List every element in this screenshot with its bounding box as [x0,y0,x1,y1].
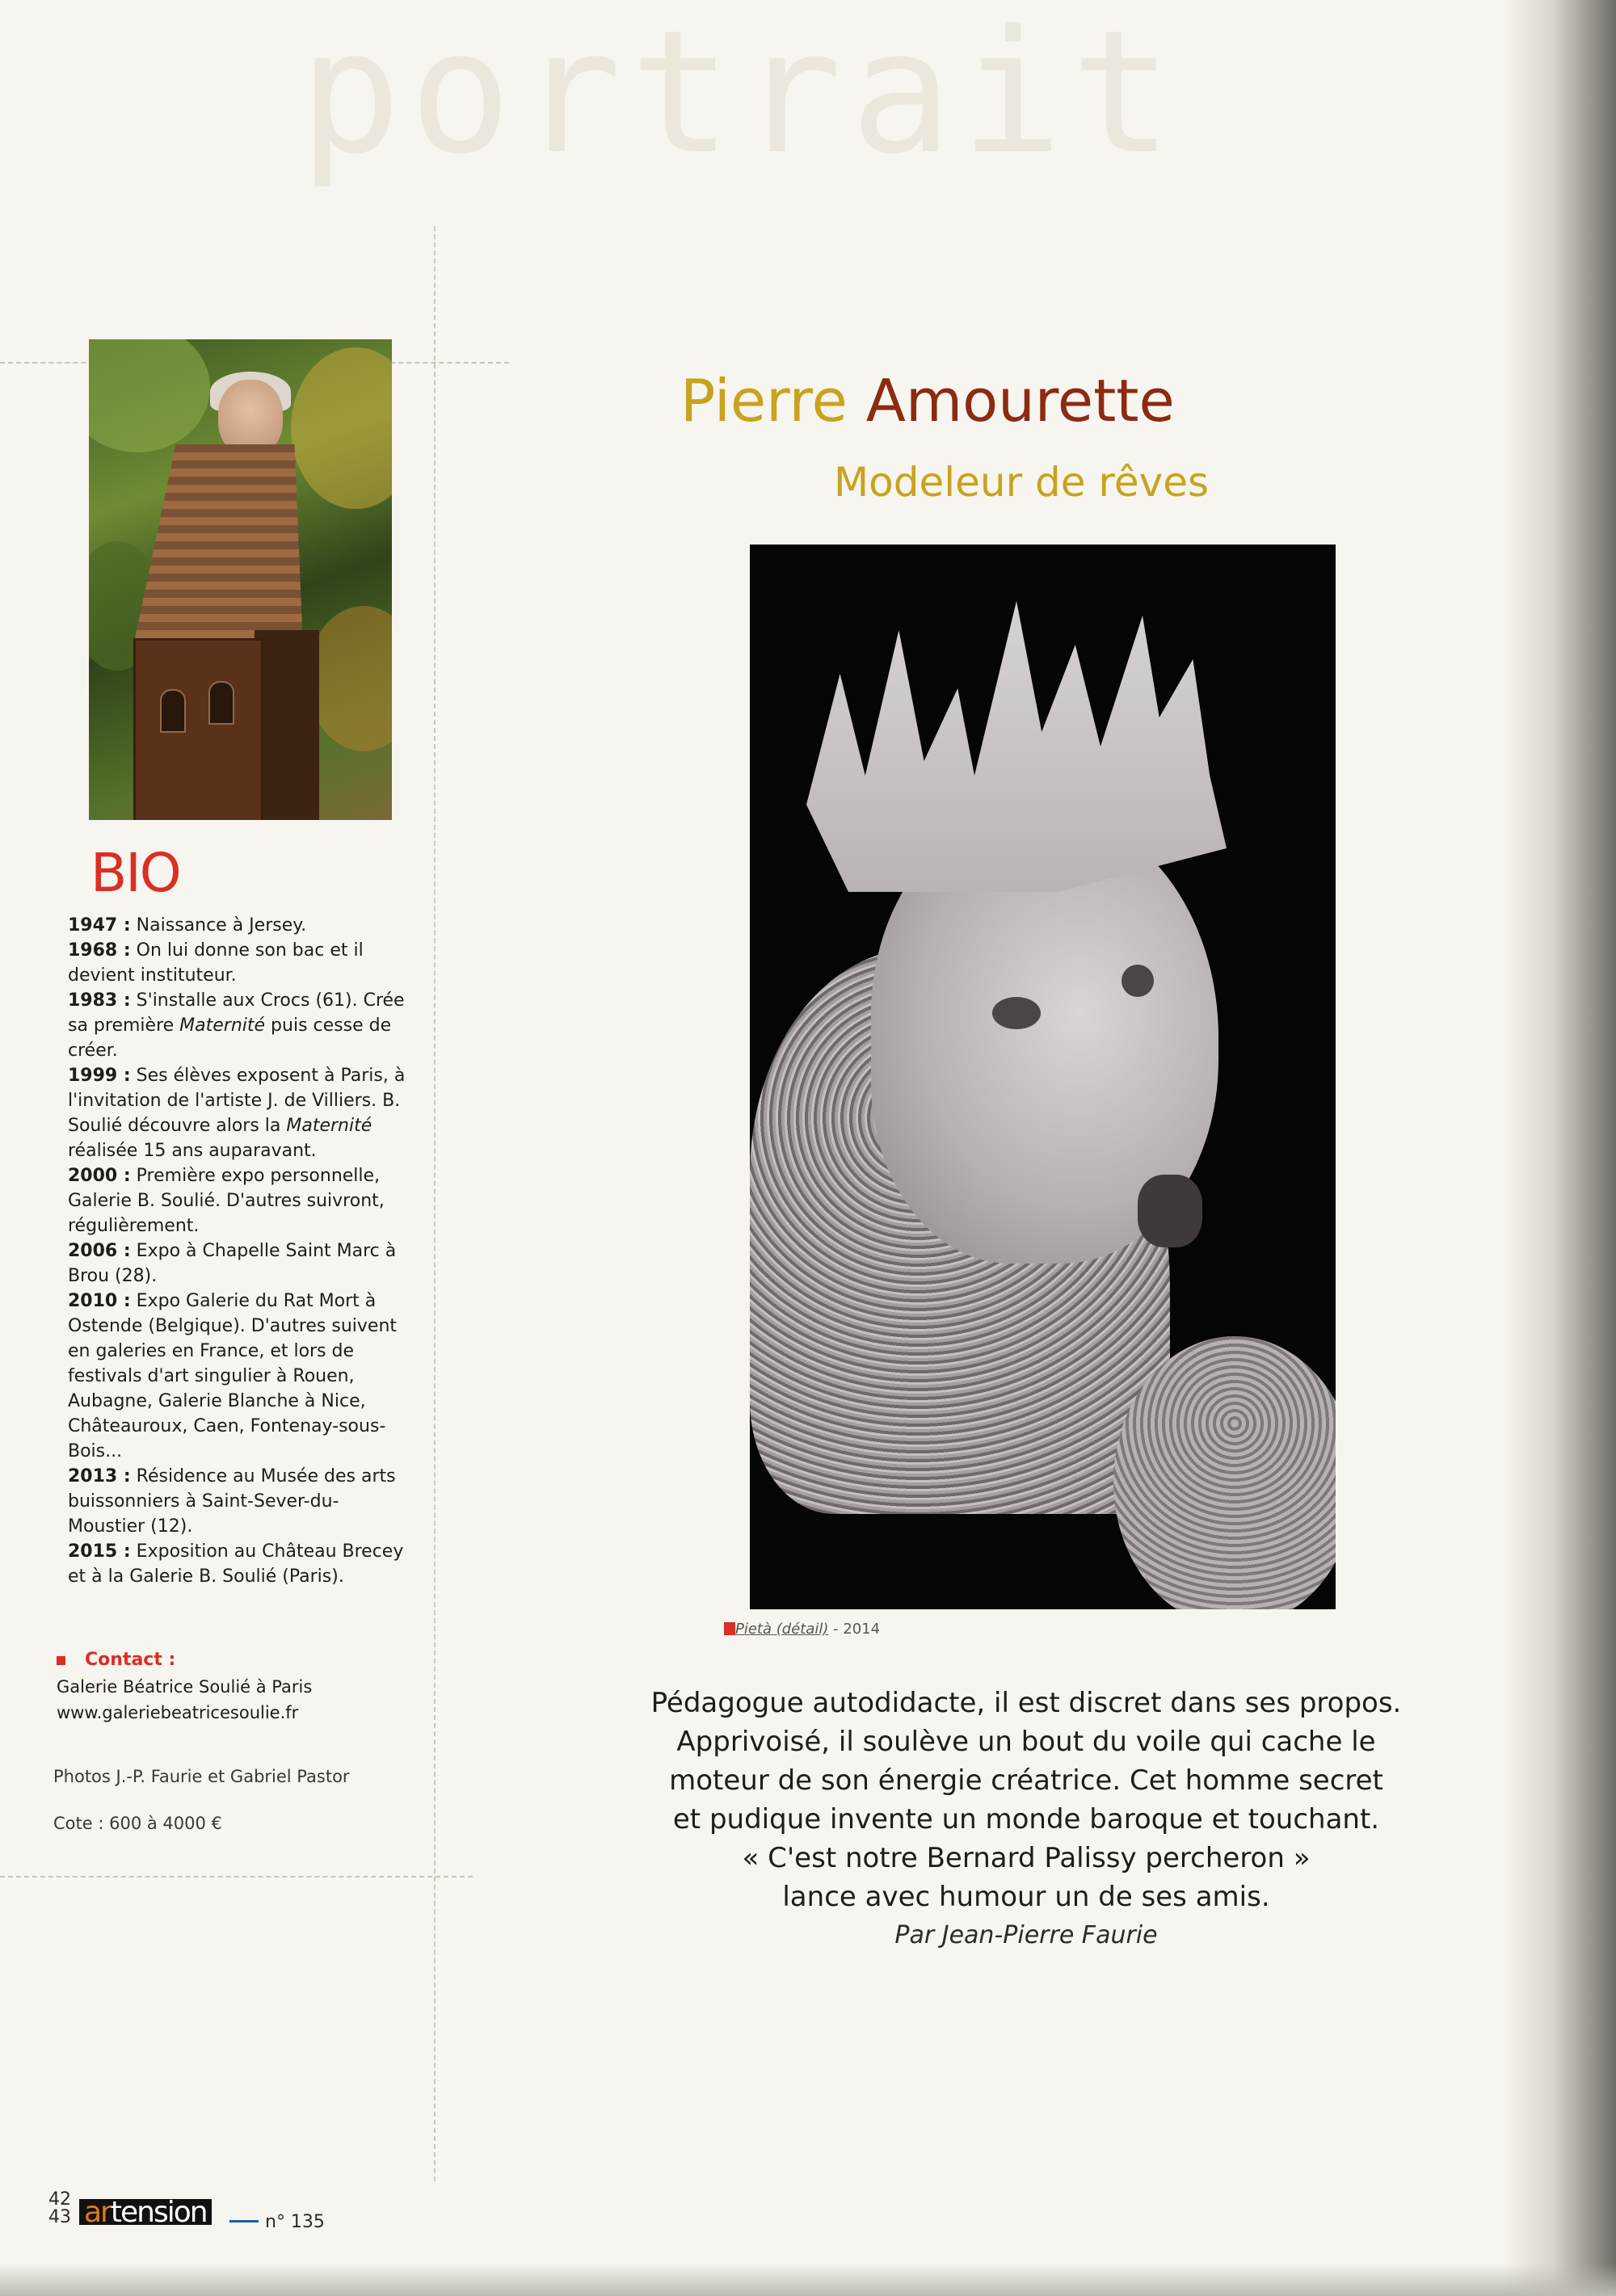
logo-underline [229,2220,259,2222]
bio-entry: 2006 : Expo à Chapelle Saint Marc à Brou (28). [68,1241,397,1286]
photo-credits: Photos J.-P. Faurie et Gabriel Pastor [53,1767,350,1786]
byline: Par Jean-Pierre Faurie [894,1921,1158,1949]
bio-title: BIO [90,842,180,904]
magazine-logo: artension [79,2199,212,2225]
lede-line: lance avec humour un de ses amis. [782,1881,1270,1913]
caption-marker-icon [724,1622,735,1635]
issue-number: n° 135 [265,2212,325,2232]
article-lede [598,1684,1454,1955]
bio-timeline [68,913,407,1589]
bio-entry: 2013 : Résidence au Musée des arts buissonniers à Saint-Sever-du-Moustier (12). [68,1466,396,1537]
article-title: Pierre Amourette [680,367,1175,435]
page-numbers: 42 43 [48,2189,71,2227]
bio-entry: 2015 : Exposition au Château Brecey et à la Galerie B. Soulié (Paris). [68,1541,404,1587]
lede-line: « C'est notre Bernard Palissy percheron » [742,1842,1311,1874]
lede-line: Pédagogue autodidacte, il est discret dans ses propos. [650,1687,1402,1719]
sculpture-photo [750,545,1336,1609]
lede-line: et pudique invente un monde baroque et touchant. [672,1803,1380,1836]
price-range: Cote : 600 à 4000 € [53,1814,222,1833]
bio-entry: 1968 : On lui donne son bac et il devient instituteur. [68,940,364,986]
contact-gallery: Galerie Béatrice Soulié à Paris [57,1677,313,1697]
bio-entry: 1947 : Naissance à Jersey. [68,915,307,936]
bio-entry: 2010 : Expo Galerie du Rat Mort à Ostende (Belgique). D'autres suivent en galeries en France, et lors de festivals d'art singulier à Rouen, Aubagne, Galerie Blanche à Nice, Châteauroux, Caen, Fontenay-sous-Bois... [68,1291,398,1461]
bio-entry: 1999 : Ses élèves exposent à Paris, à l'invitation de l'artiste J. de Villiers. B. Soulié découvre alors la Maternité réalisée 15 ans auparavant. [68,1066,406,1161]
article-subtitle: Modeleur de rêves [834,459,1210,506]
lede-line: moteur de son énergie créatrice. Cet homme secret [669,1764,1383,1797]
contact-website[interactable]: www.galeriebeatricesoulie.fr [57,1703,299,1722]
section-watermark: portrait [299,0,1181,191]
lede-line: Apprivoisé, il soulève un bout du voile qui cache le [676,1726,1376,1758]
bio-entry: 1983 : S'installe aux Crocs (61). Crée sa première Maternité puis cesse de créer. [68,990,405,1061]
page-bottom-shadow [0,2264,1616,2296]
bottom-rule [0,1876,473,1878]
photo-caption: Pietà (détail) - 2014 [724,1621,880,1638]
contact-heading: Contact : [57,1650,175,1670]
page-gutter-shadow [1503,0,1616,2296]
bio-entry: 2000 : Première expo personnelle, Galerie B. Soulié. D'autres suivront, régulièrement. [68,1166,385,1236]
bullet-square-icon [57,1656,65,1665]
artist-photo [89,339,392,820]
column-divider [434,226,436,2181]
